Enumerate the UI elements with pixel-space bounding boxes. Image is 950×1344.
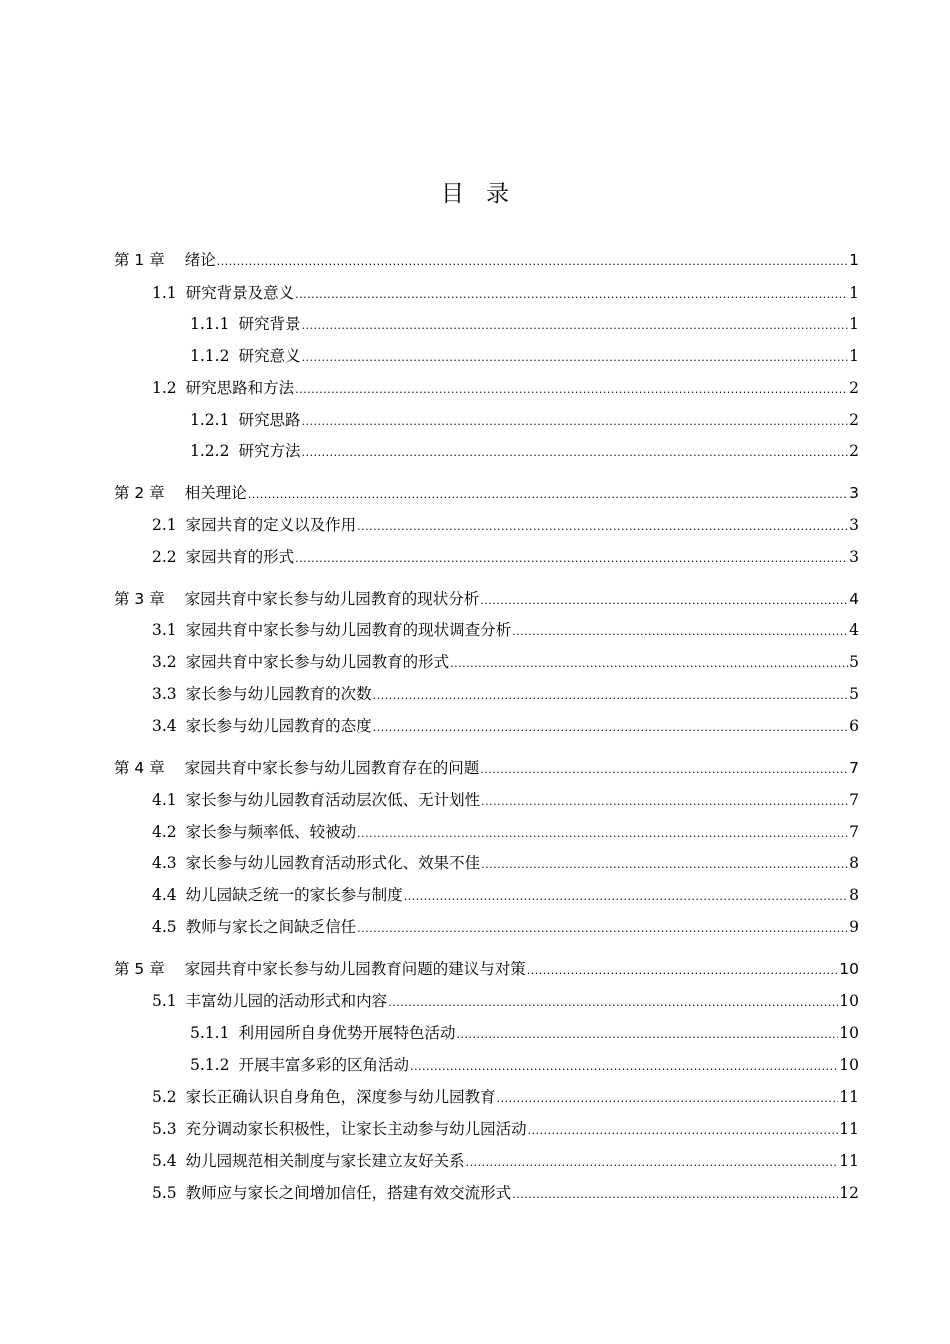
toc-entry-text: 家园共育的定义以及作用: [185, 516, 357, 534]
toc-entry-section[interactable]: [152, 1118, 859, 1142]
toc-entry-chapter-2[interactable]: [114, 482, 859, 506]
toc-entry-section[interactable]: [152, 1086, 859, 1110]
toc-page-number: 9: [849, 918, 859, 936]
toc-entry-subsection[interactable]: [190, 1054, 859, 1078]
toc-entry-number: 3.3: [152, 685, 177, 703]
toc-dot-leader: [373, 717, 848, 739]
toc-entry-number: 4.4: [152, 886, 177, 904]
toc-dot-leader: [301, 442, 848, 464]
toc-page-number: 1: [849, 284, 859, 302]
toc-entry-section[interactable]: [152, 619, 859, 643]
toc-entry-text: 家长参与幼儿园教育的次数: [185, 685, 372, 703]
toc-entry-section[interactable]: [152, 546, 859, 570]
toc-page-number: 6: [849, 717, 859, 735]
toc-entry-section[interactable]: [152, 789, 859, 813]
toc-entry-section[interactable]: [152, 377, 859, 401]
toc-entry-subsection[interactable]: [190, 440, 859, 464]
toc-entry-number: 第 2 章: [114, 484, 165, 502]
toc-dot-leader: [357, 516, 848, 538]
toc-entry-section[interactable]: [152, 1150, 859, 1174]
toc-page-number: 1: [849, 347, 859, 365]
toc-entry-number: 3.2: [152, 653, 177, 671]
toc-page-number: 8: [849, 854, 859, 872]
toc-entry-text: 家园共育中家长参与幼儿园教育的现状调查分析: [185, 621, 512, 639]
toc-page-number: 7: [849, 759, 859, 777]
toc-dot-leader: [301, 411, 848, 433]
toc-dot-leader: [481, 854, 848, 876]
toc-page-number: 3: [849, 516, 859, 534]
toc-entry-text: 家长参与幼儿园教育活动形式化、效果不佳: [185, 854, 481, 872]
toc-entry-number: 4.2: [152, 823, 177, 841]
toc-entry-number: 1.1.1: [190, 315, 230, 333]
toc-dot-leader: [527, 960, 839, 982]
toc-dot-leader: [373, 685, 848, 707]
toc-dot-leader: [528, 1120, 839, 1142]
toc-page-number: 12: [839, 1184, 859, 1202]
toc-dot-leader: [357, 918, 848, 940]
toc-dot-leader: [295, 548, 848, 570]
toc-page-number: 5: [849, 653, 859, 671]
toc-entry-number: 1.1: [152, 284, 177, 302]
toc-entry-section[interactable]: [152, 884, 859, 908]
toc-entry-text: 研究背景及意义: [185, 284, 295, 302]
toc-entry-number: 1.2.2: [190, 442, 230, 460]
toc-entry-text: 利用园所自身优势开展特色活动: [238, 1024, 456, 1042]
toc-entry-section[interactable]: [152, 282, 859, 306]
toc-entry-number: 5.1: [152, 992, 177, 1010]
toc-page-number: 10: [839, 1024, 859, 1042]
toc-entry-section[interactable]: [152, 715, 859, 739]
toc-dot-leader: [248, 484, 848, 506]
toc-entry-number: 1.2: [152, 379, 177, 397]
toc-entry-chapter-3[interactable]: [114, 588, 859, 612]
toc-entry-subsection[interactable]: [190, 345, 859, 369]
toc-entry-number: 5.2: [152, 1088, 177, 1106]
toc-dot-leader: [466, 1152, 839, 1174]
toc-page-number: 10: [839, 1056, 859, 1074]
toc-dot-leader: [497, 1088, 839, 1110]
toc-entry-section[interactable]: [152, 821, 859, 845]
toc-entry-section[interactable]: [152, 916, 859, 940]
toc-dot-leader: [480, 759, 848, 781]
toc-entry-section[interactable]: [152, 683, 859, 707]
toc-entry-number: 3.4: [152, 717, 177, 735]
toc-entry-text: 研究方法: [238, 442, 301, 460]
toc-dot-leader: [295, 379, 848, 401]
toc-entry-section[interactable]: [152, 990, 859, 1014]
toc-dot-leader: [357, 823, 848, 845]
toc-dot-leader: [301, 347, 848, 369]
toc-dot-leader: [301, 315, 848, 337]
toc-entry-number: 4.5: [152, 918, 177, 936]
toc-entry-text: 幼儿园缺乏统一的家长参与制度: [185, 886, 403, 904]
toc-entry-number: 1.2.1: [190, 411, 230, 429]
toc-dot-leader: [388, 992, 838, 1014]
toc-entry-text: 充分调动家长积极性，让家长主动参与幼儿园活动: [185, 1120, 527, 1138]
toc-page-number: 2: [849, 411, 859, 429]
toc-entry-section[interactable]: [152, 1182, 859, 1206]
toc-entry-text: 家园共育的形式: [185, 548, 295, 566]
toc-entry-text: 研究意义: [238, 347, 301, 365]
toc-title: 目录: [441, 181, 531, 207]
toc-entry-number: 第 1 章: [114, 251, 165, 269]
toc-dot-leader: [217, 251, 848, 273]
toc-entry-text: 开展丰富多彩的区角活动: [238, 1056, 409, 1074]
toc-page-number: 11: [839, 1088, 859, 1106]
toc-entry-number: 2.2: [152, 548, 177, 566]
toc-entry-text: 家长参与幼儿园教育的态度: [185, 717, 372, 735]
toc-entry-text: 家长正确认识自身角色，深度参与幼儿园教育: [185, 1088, 496, 1106]
toc-entry-text: 幼儿园规范相关制度与家长建立友好关系: [185, 1152, 465, 1170]
toc-entry-number: 5.3: [152, 1120, 177, 1138]
toc-page-number: 10: [839, 992, 859, 1010]
toc-entry-text: 教师应与家长之间增加信任，搭建有效交流形式: [185, 1184, 512, 1202]
toc-page-number: 11: [839, 1152, 859, 1170]
toc-page-number: 2: [849, 379, 859, 397]
toc-entry-text: 研究背景: [238, 315, 301, 333]
toc-entry-section[interactable]: [152, 852, 859, 876]
toc-page-number: 7: [849, 791, 859, 809]
toc-entry-text: 教师与家长之间缺乏信任: [185, 918, 357, 936]
toc-entry-text: 研究思路和方法: [185, 379, 295, 397]
toc-entry-text: 家长参与幼儿园教育活动层次低、无计划性: [185, 791, 481, 809]
toc-entry-subsection[interactable]: [190, 409, 859, 433]
toc-page-number: 7: [849, 823, 859, 841]
toc-dot-leader: [410, 1056, 838, 1078]
toc-page-number: 3: [849, 484, 859, 502]
toc-page-number: 2: [849, 442, 859, 460]
toc-entry-text: 家园共育中家长参与幼儿园教育存在的问题: [184, 759, 480, 777]
toc-entry-chapter-4[interactable]: [114, 757, 859, 781]
toc-entry-number: 5.1.2: [190, 1056, 230, 1074]
toc-dot-leader: [456, 1024, 838, 1046]
toc-entry-text: 家园共育中家长参与幼儿园教育的现状分析: [184, 590, 480, 608]
toc-page-number: 11: [839, 1120, 859, 1138]
toc-entry-number: 5.5: [152, 1184, 177, 1202]
toc-dot-leader: [481, 791, 848, 813]
toc-page-number: 3: [849, 548, 859, 566]
toc-entry-chapter-5[interactable]: [114, 958, 859, 982]
toc-page-number: 8: [849, 886, 859, 904]
toc-page-number: 4: [849, 590, 859, 608]
toc-entry-text: 家园共育中家长参与幼儿园教育的形式: [185, 653, 450, 671]
toc-entry-number: 第 4 章: [114, 759, 165, 777]
toc-page-number: 1: [849, 315, 859, 333]
toc-dot-leader: [512, 1184, 838, 1206]
toc-entry-text: 家园共育中家长参与幼儿园教育问题的建议与对策: [184, 960, 526, 978]
toc-entry-number: 3.1: [152, 621, 177, 639]
toc-entry-number: 2.1: [152, 516, 177, 534]
toc-entry-text: 丰富幼儿园的活动形式和内容: [185, 992, 388, 1010]
toc-entry-subsection[interactable]: [190, 1022, 859, 1046]
toc-dot-leader: [295, 284, 848, 306]
toc-entry-chapter-1[interactable]: [114, 249, 859, 273]
toc-entry-text: 家长参与频率低、较被动: [185, 823, 357, 841]
toc-page-number: 5: [849, 685, 859, 703]
toc-entry-number: 4.1: [152, 791, 177, 809]
toc-entry-text: 相关理论: [184, 484, 247, 502]
toc-dot-leader: [512, 621, 848, 643]
toc-entry-number: 5.4: [152, 1152, 177, 1170]
toc-page-number: 4: [849, 621, 859, 639]
toc-entry-text: 研究思路: [238, 411, 301, 429]
toc-dot-leader: [480, 590, 848, 612]
toc-entry-section[interactable]: [152, 514, 859, 538]
toc-entry-number: 4.3: [152, 854, 177, 872]
toc-entry-number: 1.1.2: [190, 347, 230, 365]
toc-entry-number: 5.1.1: [190, 1024, 230, 1042]
toc-entry-subsection[interactable]: [190, 313, 859, 337]
toc-page-number: 10: [839, 960, 859, 978]
toc-entry-number: 第 5 章: [114, 960, 165, 978]
toc-dot-leader: [450, 653, 848, 675]
toc-page-number: 1: [849, 251, 859, 269]
toc-entry-section[interactable]: [152, 651, 859, 675]
toc-entry-number: 第 3 章: [114, 590, 165, 608]
toc-dot-leader: [404, 886, 848, 908]
toc-entry-text: 绪论: [184, 251, 216, 269]
